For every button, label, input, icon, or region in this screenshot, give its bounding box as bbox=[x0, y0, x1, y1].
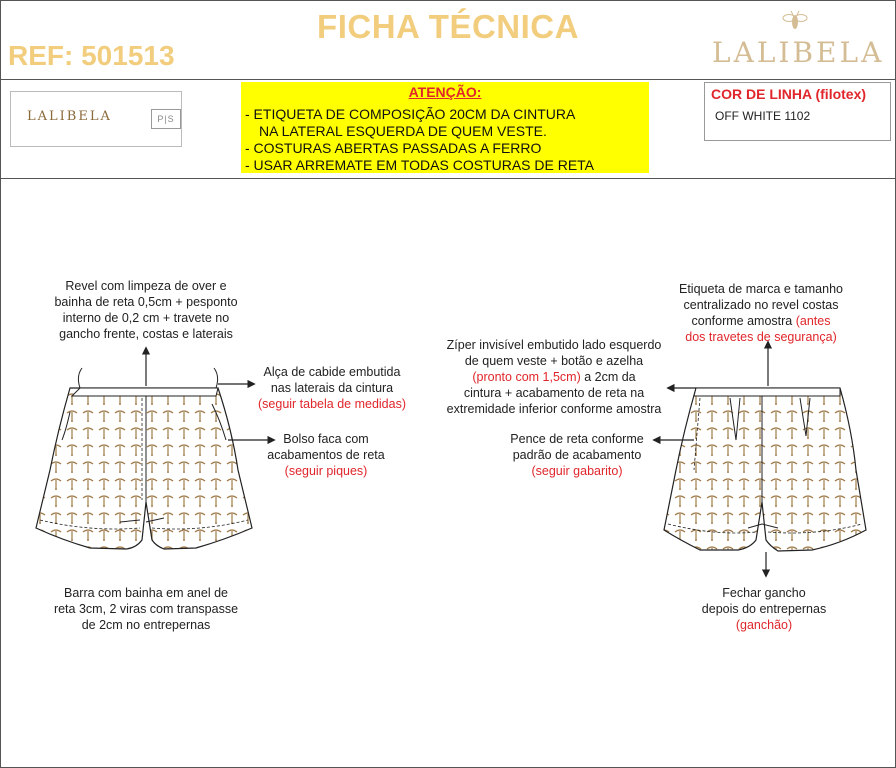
label-tag: P|S bbox=[151, 109, 181, 129]
note-revel: Revel com limpeza de over e bainha de reta 0,5cm + pesponto interno de 0,2 cm + travete no gancho frente, costas e laterais bbox=[54, 279, 238, 341]
page-title: FICHA TÉCNICA bbox=[317, 8, 579, 45]
note-ziper: Zíper invisível embutido lado esquerdo de quem veste + botão e azelha (pronto com 1,5cm) a 2cm da cintura + acabamento de reta na extremidade inferior conforme amostra bbox=[446, 338, 662, 416]
attention-line: NA LATERAL ESQUERDA DE QUEM VESTE. bbox=[259, 123, 547, 139]
brand-logo: LALIBELA bbox=[712, 36, 885, 69]
front-shorts-drawing bbox=[36, 368, 252, 549]
attention-line: - USAR ARREMATE EM TODAS COSTURAS DE RETA bbox=[245, 157, 595, 173]
note-alca: Alça de cabide embutida nas laterais da cintura (seguir tabela de medidas) bbox=[258, 365, 406, 411]
reference-code: REF: 501513 bbox=[8, 40, 175, 71]
note-barra: Barra com bainha em anel de reta 3cm, 2 viras com transpasse de 2cm no entrepernas bbox=[53, 586, 239, 632]
label-brand: LALIBELA bbox=[27, 109, 112, 124]
note-bolso: Bolso faca com acabamentos de reta (seguir piques) bbox=[267, 432, 385, 478]
thread-color-title: COR DE LINHA (filotex) bbox=[711, 86, 867, 102]
attention-line: - COSTURAS ABERTAS PASSADAS A FERRO bbox=[245, 140, 542, 156]
attention-line: - ETIQUETA DE COMPOSIÇÃO 20CM DA CINTURA bbox=[245, 106, 576, 122]
attention-title: ATENÇÃO: bbox=[408, 84, 482, 100]
note-gancho: Fechar gancho depois do entrepernas (ganchão) bbox=[701, 586, 827, 632]
back-shorts-drawing bbox=[664, 388, 866, 551]
thread-color-value: OFF WHITE 1102 bbox=[715, 109, 811, 123]
note-pence: Pence de reta conforme padrão de acabamento (seguir gabarito) bbox=[510, 432, 644, 478]
note-etiqueta: Etiqueta de marca e tamanho centralizado no revel costas conforme amostra (antes dos travetes de segurança) bbox=[679, 282, 843, 344]
